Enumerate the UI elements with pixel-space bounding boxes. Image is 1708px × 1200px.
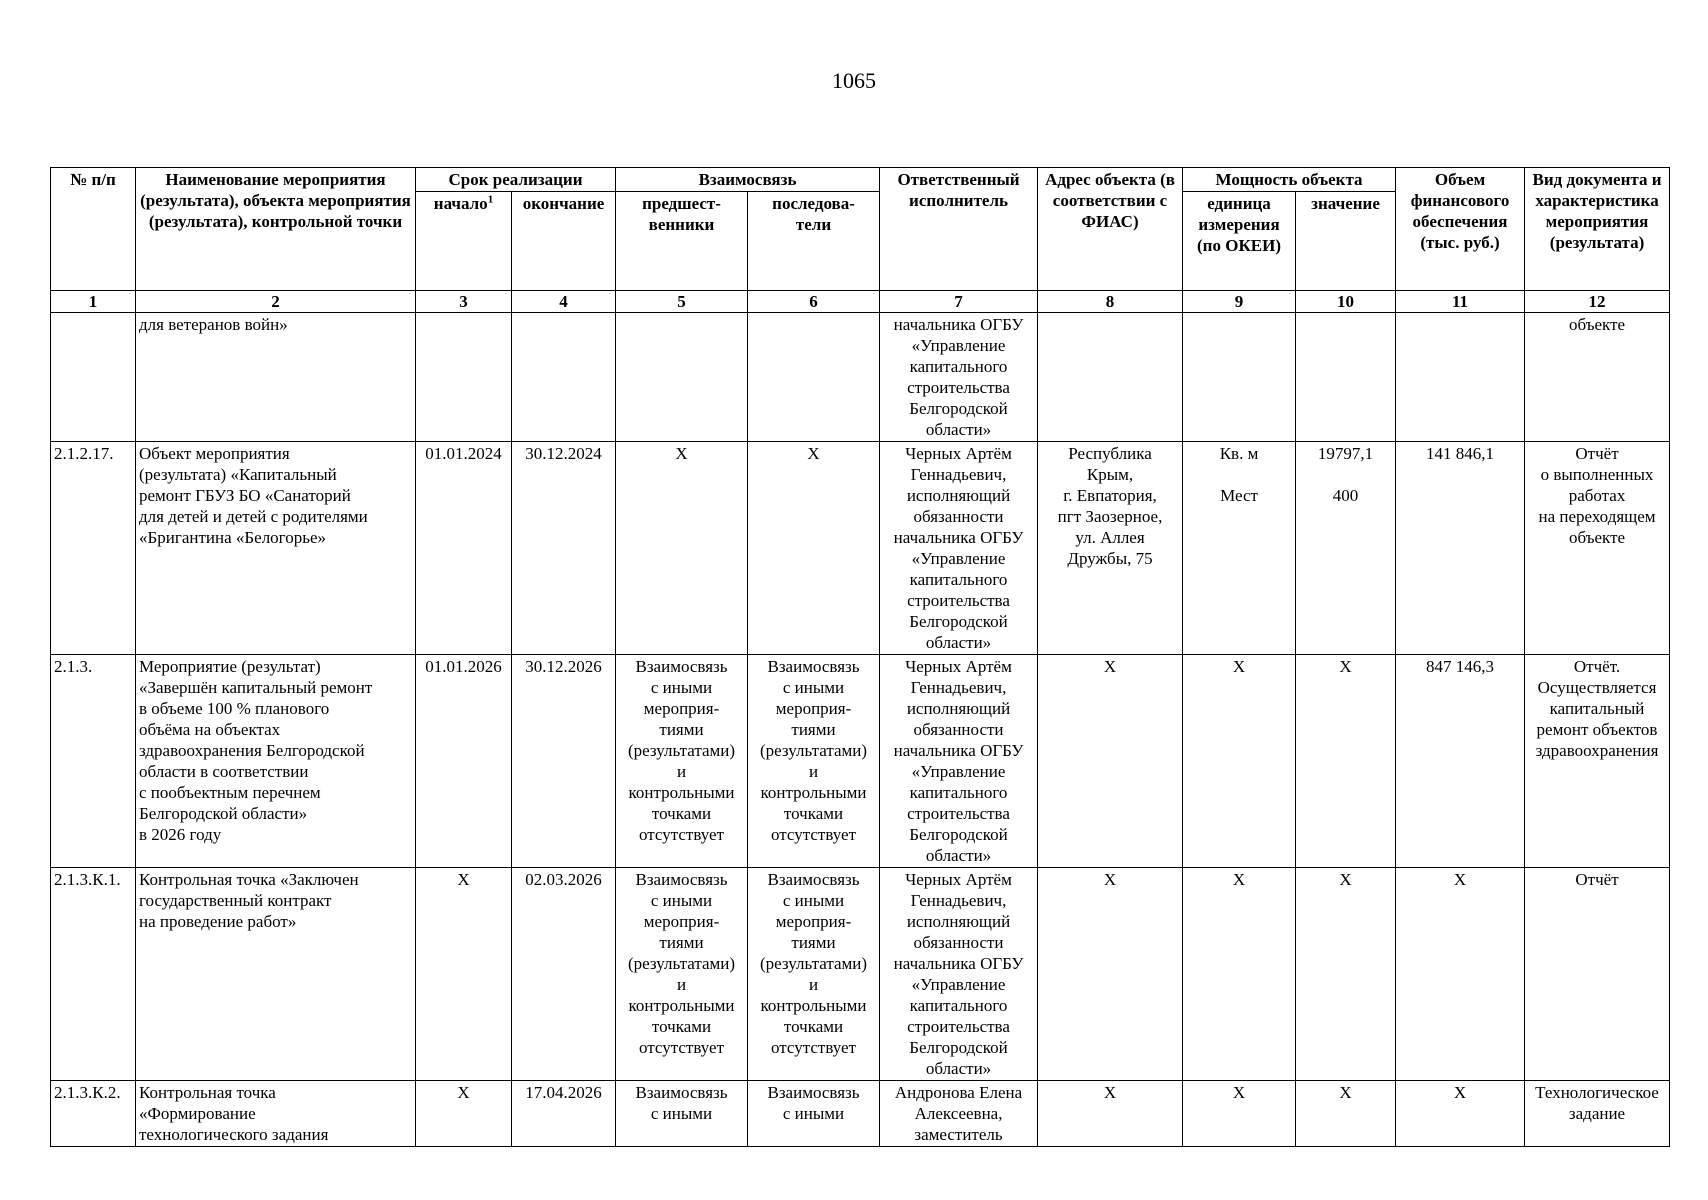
cell-name: Мероприятие (результат) «Завершён капитальный ремонт в объеме 100 % планового объёма на объектах здравоохранения Белгородской области в соответствии с пообъектным перечнем Белгородской области» в 2026 году xyxy=(136,655,416,868)
column-number: 4 xyxy=(512,291,616,313)
header-value: значение xyxy=(1296,192,1396,291)
header-successors: последова- тели xyxy=(748,192,880,291)
column-number: 12 xyxy=(1525,291,1670,313)
cell-name: Контрольная точка «Заключен государственный контракт на проведение работ» xyxy=(136,868,416,1081)
cell-successors xyxy=(748,313,880,442)
cell-value xyxy=(1296,313,1396,442)
cell-num: 2.1.3.К.2. xyxy=(51,1081,136,1147)
header-address: Адрес объекта (в соответствии с ФИАС) xyxy=(1038,168,1183,291)
cell-name: Объект мероприятия (результата) «Капитальный ремонт ГБУЗ БО «Санаторий для детей и детей с родителями «Бригантина «Белогорье» xyxy=(136,442,416,655)
cell-address: Х xyxy=(1038,868,1183,1081)
cell-financing: Х xyxy=(1396,868,1525,1081)
cell-successors: Взаимосвязь с иными мероприя- тиями (результатами) и контрольными точками отсутствует xyxy=(748,655,880,868)
cell-unit: Кв. м Мест xyxy=(1183,442,1296,655)
cell-document: Отчёт xyxy=(1525,868,1670,1081)
cell-start: 01.01.2026 xyxy=(416,655,512,868)
table-row xyxy=(51,442,1670,655)
cell-responsible: Андронова Елена Алексеевна, заместитель xyxy=(880,1081,1038,1147)
header-start xyxy=(416,192,512,291)
cell-unit: Х xyxy=(1183,868,1296,1081)
header-predecessors: предшест- венники xyxy=(616,192,748,291)
cell-document: Технологическое задание xyxy=(1525,1081,1670,1147)
cell-financing: 847 146,3 xyxy=(1396,655,1525,868)
cell-predecessors: Взаимосвязь с иными мероприя- тиями (результатами) и контрольными точками отсутствует xyxy=(616,655,748,868)
cell-responsible: Черных Артём Геннадьевич, исполняющий обязанности начальника ОГБУ «Управление капитального строительства Белгородской области» xyxy=(880,868,1038,1081)
cell-name: Контрольная точка «Формирование технологического задания xyxy=(136,1081,416,1147)
cell-num: 2.1.3.К.1. xyxy=(51,868,136,1081)
header-end: окончание xyxy=(512,192,616,291)
header-capacity-group: Мощность объекта xyxy=(1183,168,1396,192)
column-number-row xyxy=(51,291,1670,313)
column-number: 8 xyxy=(1038,291,1183,313)
cell-predecessors: Взаимосвязь с иными мероприя- тиями (результатами) и контрольными точками отсутствует xyxy=(616,868,748,1081)
table-row xyxy=(51,655,1670,868)
cell-successors: Х xyxy=(748,442,880,655)
header-term-group: Срок реализации xyxy=(416,168,616,192)
cell-start xyxy=(416,313,512,442)
cell-document: Отчёт. Осуществляется капитальный ремонт объектов здравоохранения xyxy=(1525,655,1670,868)
cell-unit: Х xyxy=(1183,655,1296,868)
page-number: 1065 xyxy=(832,68,876,93)
cell-predecessors: Х xyxy=(616,442,748,655)
column-number: 11 xyxy=(1396,291,1525,313)
cell-successors: Взаимосвязь с иными мероприя- тиями (результатами) и контрольными точками отсутствует xyxy=(748,868,880,1081)
cell-end: 30.12.2026 xyxy=(512,655,616,868)
header-unit: единица измерения (по ОКЕИ) xyxy=(1183,192,1296,291)
cell-unit xyxy=(1183,313,1296,442)
column-number: 3 xyxy=(416,291,512,313)
cell-financing: Х xyxy=(1396,1081,1525,1147)
header-responsible: Ответственный исполнитель xyxy=(880,168,1038,291)
cell-end: 30.12.2024 xyxy=(512,442,616,655)
cell-value: 19797,1 400 xyxy=(1296,442,1396,655)
cell-responsible: начальника ОГБУ «Управление капитального строительства Белгородской области» xyxy=(880,313,1038,442)
cell-num xyxy=(51,313,136,442)
cell-name: для ветеранов войн» xyxy=(136,313,416,442)
cell-financing: 141 846,1 xyxy=(1396,442,1525,655)
cell-end: 02.03.2026 xyxy=(512,868,616,1081)
cell-address: Республика Крым, г. Евпатория, пгт Заозерное, ул. Аллея Дружбы, 75 xyxy=(1038,442,1183,655)
cell-unit: Х xyxy=(1183,1081,1296,1147)
table-row xyxy=(51,313,1670,442)
cell-predecessors xyxy=(616,313,748,442)
table-row xyxy=(51,1081,1670,1147)
header-name: Наименование мероприятия (результата), объекта мероприятия (результата), контрольной точки xyxy=(136,168,416,291)
cell-responsible: Черных Артём Геннадьевич, исполняющий обязанности начальника ОГБУ «Управление капитального строительства Белгородской области» xyxy=(880,655,1038,868)
header-num: № п/п xyxy=(51,168,136,291)
cell-responsible: Черных Артём Геннадьевич, исполняющий обязанности начальника ОГБУ «Управление капитального строительства Белгородской области» xyxy=(880,442,1038,655)
cell-document: Отчёт о выполненных работах на переходящем объекте xyxy=(1525,442,1670,655)
cell-address: Х xyxy=(1038,1081,1183,1147)
header-document: Вид документа и характеристика мероприятия (результата) xyxy=(1525,168,1670,291)
header-start-label: начало xyxy=(433,194,488,213)
column-number: 7 xyxy=(880,291,1038,313)
header-relation-group: Взаимосвязь xyxy=(616,168,880,192)
cell-financing xyxy=(1396,313,1525,442)
cell-value: Х xyxy=(1296,1081,1396,1147)
column-number: 5 xyxy=(616,291,748,313)
cell-successors: Взаимосвязь с иными xyxy=(748,1081,880,1147)
cell-end xyxy=(512,313,616,442)
column-number: 9 xyxy=(1183,291,1296,313)
cell-document: объекте xyxy=(1525,313,1670,442)
cell-value: Х xyxy=(1296,655,1396,868)
column-number: 10 xyxy=(1296,291,1396,313)
cell-predecessors: Взаимосвязь с иными xyxy=(616,1081,748,1147)
plan-table xyxy=(50,167,1670,1147)
cell-start: Х xyxy=(416,1081,512,1147)
cell-value: Х xyxy=(1296,868,1396,1081)
column-number: 1 xyxy=(51,291,136,313)
cell-start: 01.01.2024 xyxy=(416,442,512,655)
column-number: 2 xyxy=(136,291,416,313)
column-number: 6 xyxy=(748,291,880,313)
cell-end: 17.04.2026 xyxy=(512,1081,616,1147)
header-financing: Объем финансового обеспечения (тыс. руб.) xyxy=(1396,168,1525,291)
header-start-footnote: 1 xyxy=(487,193,494,206)
cell-start: Х xyxy=(416,868,512,1081)
cell-num: 2.1.3. xyxy=(51,655,136,868)
cell-address xyxy=(1038,313,1183,442)
cell-num: 2.1.2.17. xyxy=(51,442,136,655)
table-row xyxy=(51,868,1670,1081)
cell-address: Х xyxy=(1038,655,1183,868)
